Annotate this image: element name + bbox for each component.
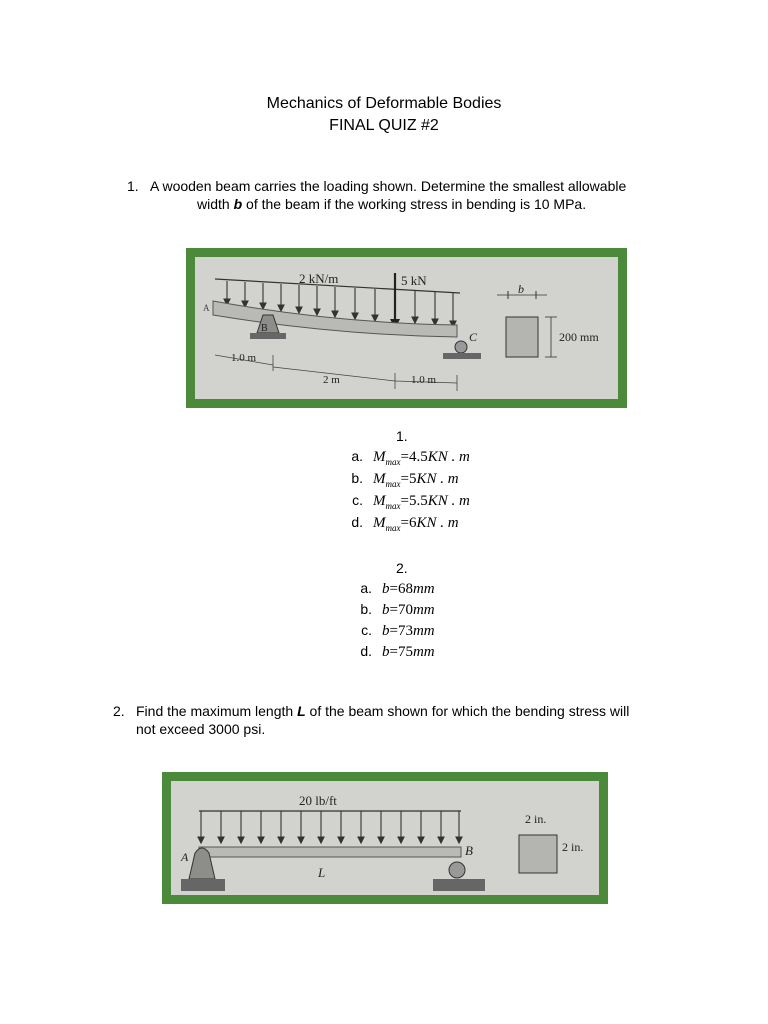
dim-label-1: 1.0 m [231,352,257,364]
question-2-line1: Find the maximum length L of the beam shown for which the bending stress will [136,703,630,719]
beam-diagram-2 [171,781,599,895]
dist-load-label-2: 20 lb/ft [299,793,337,808]
width-label-b: b [518,282,524,296]
choice-letter: b. [351,470,363,486]
label-A: A [203,303,210,313]
choice-expression: b=68mm [382,581,435,597]
question-1-line2: width b of the beam if the working stress in bending is 10 MPa. [197,196,587,212]
choice-expression: $M_{max}=5.5KN$ . m [373,493,470,511]
label-C: C [469,330,478,344]
choice-a [350,578,490,599]
part-2-choices [350,558,490,662]
choice-expression: b=73mm [382,623,435,639]
question-1-line1: A wooden beam carries the loading shown. Determine the smallest allowable [150,178,627,194]
label-B-2: B [465,843,473,858]
point-load-label: 5 kN [401,273,427,288]
quiz-title: FINAL QUIZ #2 [329,117,439,134]
dist-load-label: 2 kN/m [299,271,339,286]
choice-d [341,512,501,534]
question-2-number: 2. [113,703,125,719]
length-label-L: L [318,865,326,880]
choice-expression: b=70mm [382,602,435,618]
choice-b [350,599,490,620]
label-A-2: A [181,850,189,864]
part-1-number: 1. [396,428,408,444]
choice-letter: c. [352,492,363,508]
choice-c [341,490,501,512]
choice-d [350,641,490,662]
beam-figure-2 [162,772,608,904]
height-label-2in: 2 in. [562,840,584,854]
height-label-200mm: 200 mm [559,330,599,344]
beam-diagram-1 [195,257,618,399]
dim-label-3: 1.0 m [411,374,437,386]
dim-label-2: 2 m [323,374,340,386]
part-2-number: 2. [396,560,408,576]
choice-letter: a. [351,448,363,464]
choice-letter: d. [360,643,372,659]
part-1-choices [341,426,501,534]
choice-letter: a. [360,580,372,596]
course-title: Mechanics of Deformable Bodies [266,95,502,112]
label-B: B [261,323,268,334]
choice-letter: c. [361,622,372,638]
choice-letter: d. [351,514,363,530]
width-label-2in: 2 in. [525,812,547,826]
choice-expression: $M_{max}=6KN$ . m [373,515,459,533]
choice-expression: $M_{max}=5KN$ . m [373,471,459,489]
choice-letter: b. [360,601,372,617]
question-2-line2: not exceed 3000 psi. [136,721,266,737]
choice-b [341,468,501,490]
choice-expression: b=75mm [382,644,435,660]
question-1-number: 1. [127,178,139,194]
choice-c [350,620,490,641]
beam-figure-1 [186,248,627,408]
choice-expression: $M_{max}=4.5KN$ . m [373,449,470,467]
choice-a [341,446,501,468]
